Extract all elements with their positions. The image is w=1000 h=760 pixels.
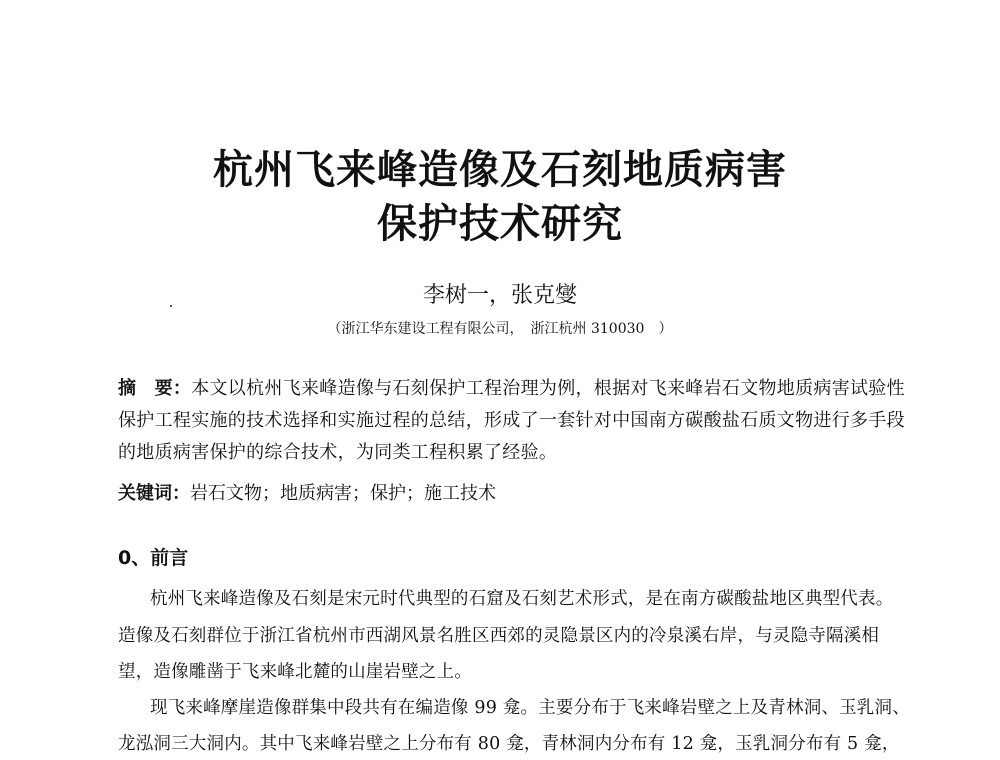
abstract-text: 本文以杭州飞来峰造像与石刻保护工程治理为例，根据对飞来峰岩石文物地质病害试验性 bbox=[191, 378, 905, 399]
keywords-label: 关键词： bbox=[118, 483, 190, 504]
section-heading: 0、前言 bbox=[118, 547, 189, 569]
abstract-line-3: 的地质病害保护的综合技术，为同类工程积累了经验。 bbox=[118, 442, 558, 463]
paper-title-line-1: 杭州飞来峰造像及石刻地质病害 bbox=[213, 146, 787, 193]
keywords bbox=[118, 479, 496, 505]
abstract-line-1 bbox=[118, 374, 905, 400]
body-line: 现飞来峰摩崖造像群集中段共有在编造像 99 龛。主要分布于飞来峰岩壁之上及青林洞、玉乳洞、 bbox=[150, 698, 910, 718]
affiliation: （浙江华东建设工程有限公司， 浙江杭州 310030 ） bbox=[327, 321, 673, 337]
paper-title-line-2: 保护技术研究 bbox=[377, 200, 623, 247]
authors: 李树一，张克燮 bbox=[422, 283, 577, 308]
body-line: 造像及石刻群位于浙江省杭州市西湖风景名胜区西郊的灵隐景区内的冷泉溪右岸，与灵隐寺隔溪相 bbox=[118, 626, 880, 646]
abstract-line-2: 保护工程实施的技术选择和实施过程的总结，形成了一套针对中国南方碳酸盐石质文物进行多手段 bbox=[118, 410, 905, 431]
keywords-text: 岩石文物；地质病害；保护；施工技术 bbox=[190, 483, 496, 504]
body-line: 望，造像雕凿于飞来峰北麓的山崖岩壁之上。 bbox=[118, 662, 472, 682]
abstract-label: 摘 要： bbox=[118, 378, 192, 399]
body-line: 龙泓洞三大洞内。其中飞来峰岩壁之上分布有 80 龛，青林洞内分布有 12 龛，玉乳洞分布有 5 龛， bbox=[118, 734, 900, 754]
body-line: 杭州飞来峰造像及石刻是宋元时代典型的石窟及石刻艺术形式，是在南方碳酸盐地区典型代表。 bbox=[150, 589, 894, 609]
